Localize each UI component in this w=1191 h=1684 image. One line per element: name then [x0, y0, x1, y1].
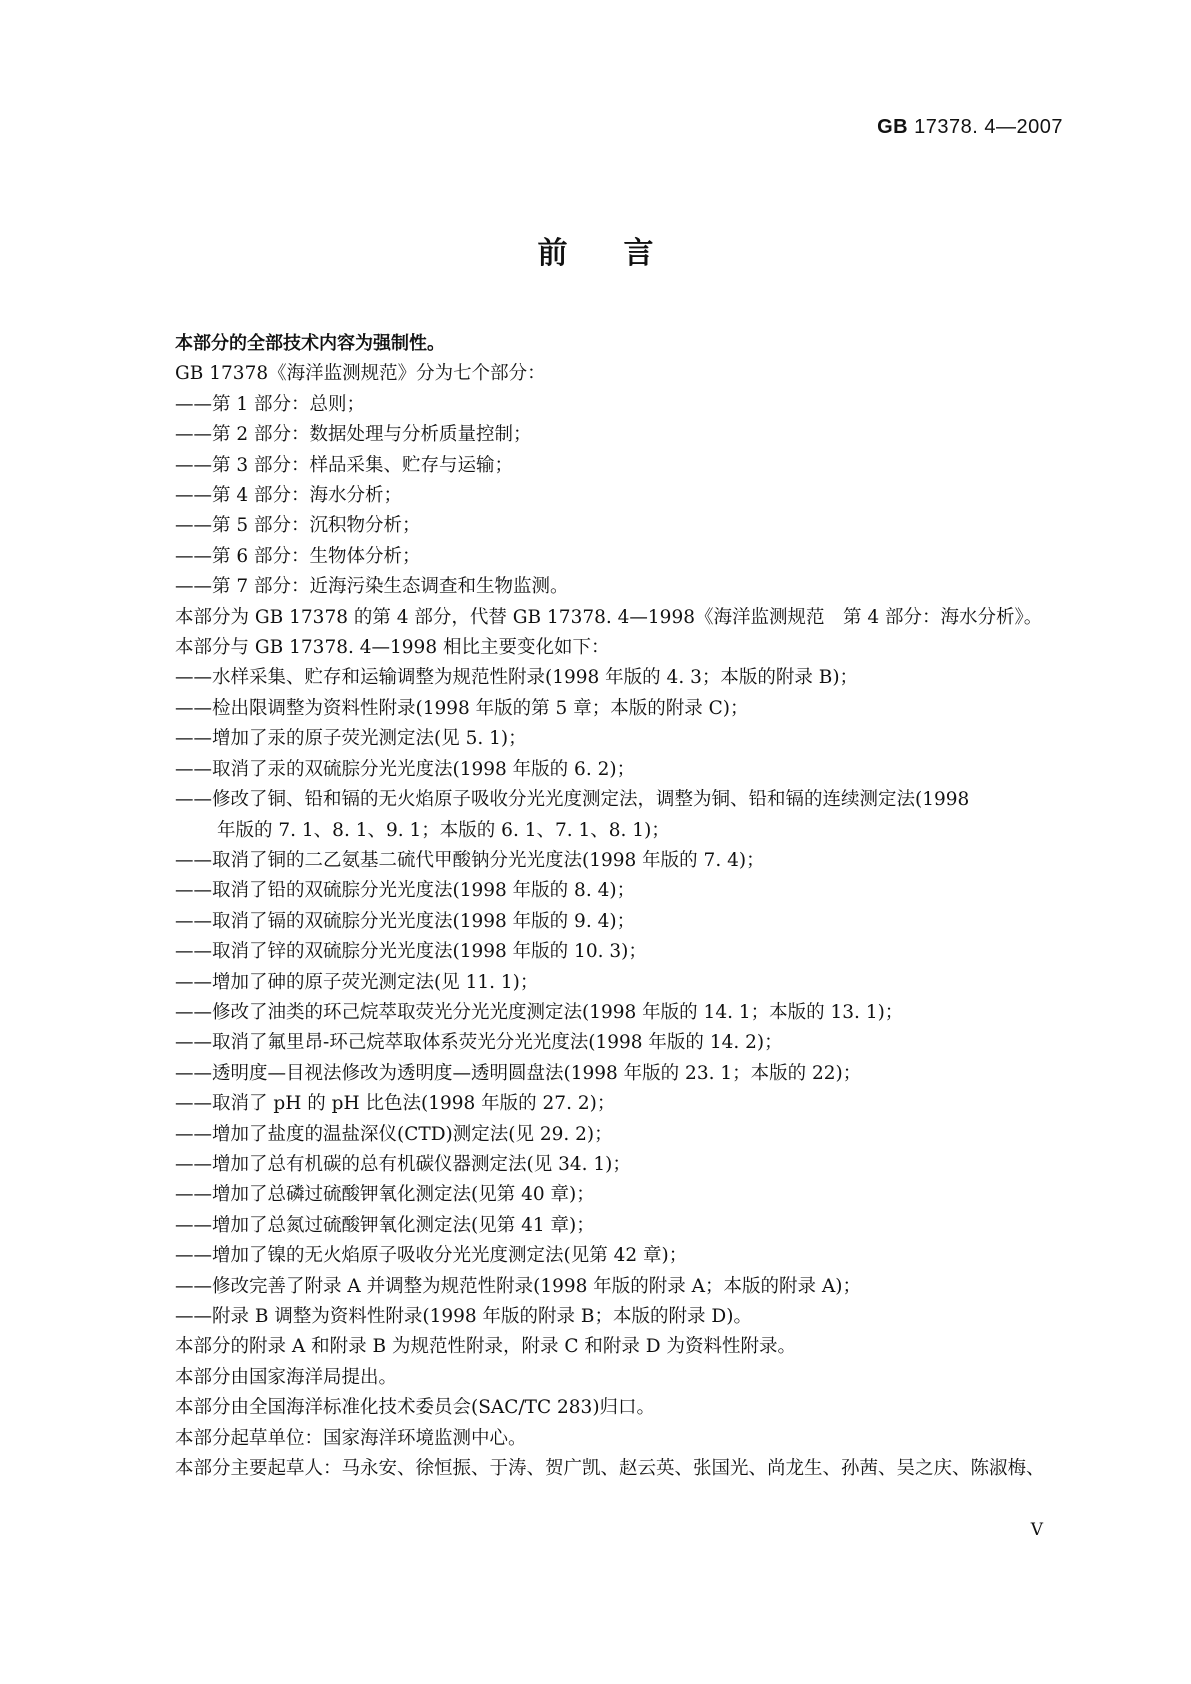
paragraph-line: ——取消了汞的双硫腙分光光度法(1998 年版的 6. 2)；	[175, 758, 636, 780]
standard-code	[877, 116, 1063, 139]
foreword-body	[175, 329, 1060, 1484]
paragraph-line: ——第 2 部分：数据处理与分析质量控制；	[175, 424, 532, 446]
standard-number: 17378. 4—2007	[908, 116, 1063, 138]
paragraph-line: 本部分为 GB 17378 的第 4 部分，代替 GB 17378. 4—1998《海洋监测规范 第 4 部分：海水分析》。	[175, 606, 1043, 628]
paragraph-line: ——取消了镉的双硫腙分光光度法(1998 年版的 9. 4)；	[175, 910, 636, 932]
paragraph-line: ——增加了总有机碳的总有机碳仪器测定法(见 34. 1)；	[175, 1153, 631, 1175]
paragraph-line: 本部分主要起草人：马永安、徐恒振、于涛、贺广凯、赵云英、张国光、尚龙生、孙茜、吴之庆、陈淑梅、	[175, 1458, 1045, 1480]
standard-prefix: GB	[877, 116, 909, 138]
paragraph-line: ——修改了油类的环己烷萃取荧光分光光度测定法(1998 年版的 14. 1；本版的 13. 1)；	[175, 1001, 904, 1023]
paragraph-line: ——第 6 部分：生物体分析；	[175, 545, 421, 567]
paragraph-line: ——透明度—目视法修改为透明度—透明圆盘法(1998 年版的 23. 1；本版的 22)；	[175, 1062, 862, 1084]
paragraph-line: ——第 1 部分：总则；	[175, 393, 366, 415]
paragraph-line: ——增加了总磷过硫酸钾氧化测定法(见第 40 章)；	[175, 1184, 595, 1206]
paragraph-line: ——修改了铜、铅和镉的无火焰原子吸收分光光度测定法，调整为铜、铅和镉的连续测定法(1998	[175, 789, 970, 811]
page-number: V	[1030, 1520, 1043, 1540]
paragraph-line: ——取消了氟里昂-环己烷萃取体系荧光分光光度法(1998 年版的 14. 2)；	[175, 1032, 783, 1054]
paragraph-line: ——水样采集、贮存和运输调整为规范性附录(1998 年版的 4. 3；本版的附录 B)；	[175, 667, 859, 689]
paragraph-line: ——第 5 部分：沉积物分析；	[175, 515, 421, 537]
paragraph-line: 本部分的附录 A 和附录 B 为规范性附录，附录 C 和附录 D 为资料性附录。	[175, 1336, 796, 1358]
page-title: 前言	[537, 236, 710, 271]
paragraph-line: 本部分起草单位：国家海洋环境监测中心。	[175, 1427, 527, 1449]
paragraph-line: ——增加了总氮过硫酸钾氧化测定法(见第 41 章)；	[175, 1214, 595, 1236]
paragraph-line: ——取消了铜的二乙氨基二硫代甲酸钠分光光度法(1998 年版的 7. 4)；	[175, 849, 765, 871]
paragraph-line: ——增加了盐度的温盐深仪(CTD)测定法(见 29. 2)；	[175, 1123, 613, 1145]
paragraph-line: ——增加了镍的无火焰原子吸收分光光度测定法(见第 42 章)；	[175, 1245, 688, 1267]
paragraph-line: 本部分的全部技术内容为强制性。	[175, 333, 445, 354]
paragraph-line: 本部分由国家海洋局提出。	[175, 1366, 398, 1388]
paragraph-line: ——第 3 部分：样品采集、贮存与运输；	[175, 454, 514, 476]
paragraph-line: 年版的 7. 1、8. 1、9. 1；本版的 6. 1、7. 1、8. 1)；	[217, 819, 670, 841]
paragraph-line: 本部分由全国海洋标准化技术委员会(SAC/TC 283)归口。	[175, 1397, 656, 1419]
paragraph-line: ——检出限调整为资料性附录(1998 年版的第 5 章；本版的附录 C)；	[175, 697, 749, 719]
paragraph-line: 本部分与 GB 17378. 4—1998 相比主要变化如下：	[175, 637, 610, 659]
paragraph-line: ——增加了汞的原子荧光测定法(见 5. 1)；	[175, 728, 527, 750]
paragraph-line: ——取消了锌的双硫腙分光光度法(1998 年版的 10. 3)；	[175, 941, 647, 963]
paragraph-line: ——取消了 pH 的 pH 比色法(1998 年版的 27. 2)；	[175, 1093, 616, 1115]
paragraph-line: ——附录 B 调整为资料性附录(1998 年版的附录 B；本版的附录 D)。	[175, 1306, 752, 1327]
paragraph-line: ——第 4 部分：海水分析；	[175, 485, 403, 507]
paragraph-line: ——取消了铅的双硫腙分光光度法(1998 年版的 8. 4)；	[175, 880, 636, 902]
paragraph-line: ——第 7 部分：近海污染生态调查和生物监测。	[175, 576, 569, 598]
paragraph-line: ——修改完善了附录 A 并调整为规范性附录(1998 年版的附录 A；本版的附录 A)；	[175, 1275, 862, 1297]
paragraph-line: GB 17378《海洋监测规范》分为七个部分：	[175, 363, 546, 385]
paragraph-line: ——增加了砷的原子荧光测定法(见 11. 1)；	[175, 971, 539, 993]
